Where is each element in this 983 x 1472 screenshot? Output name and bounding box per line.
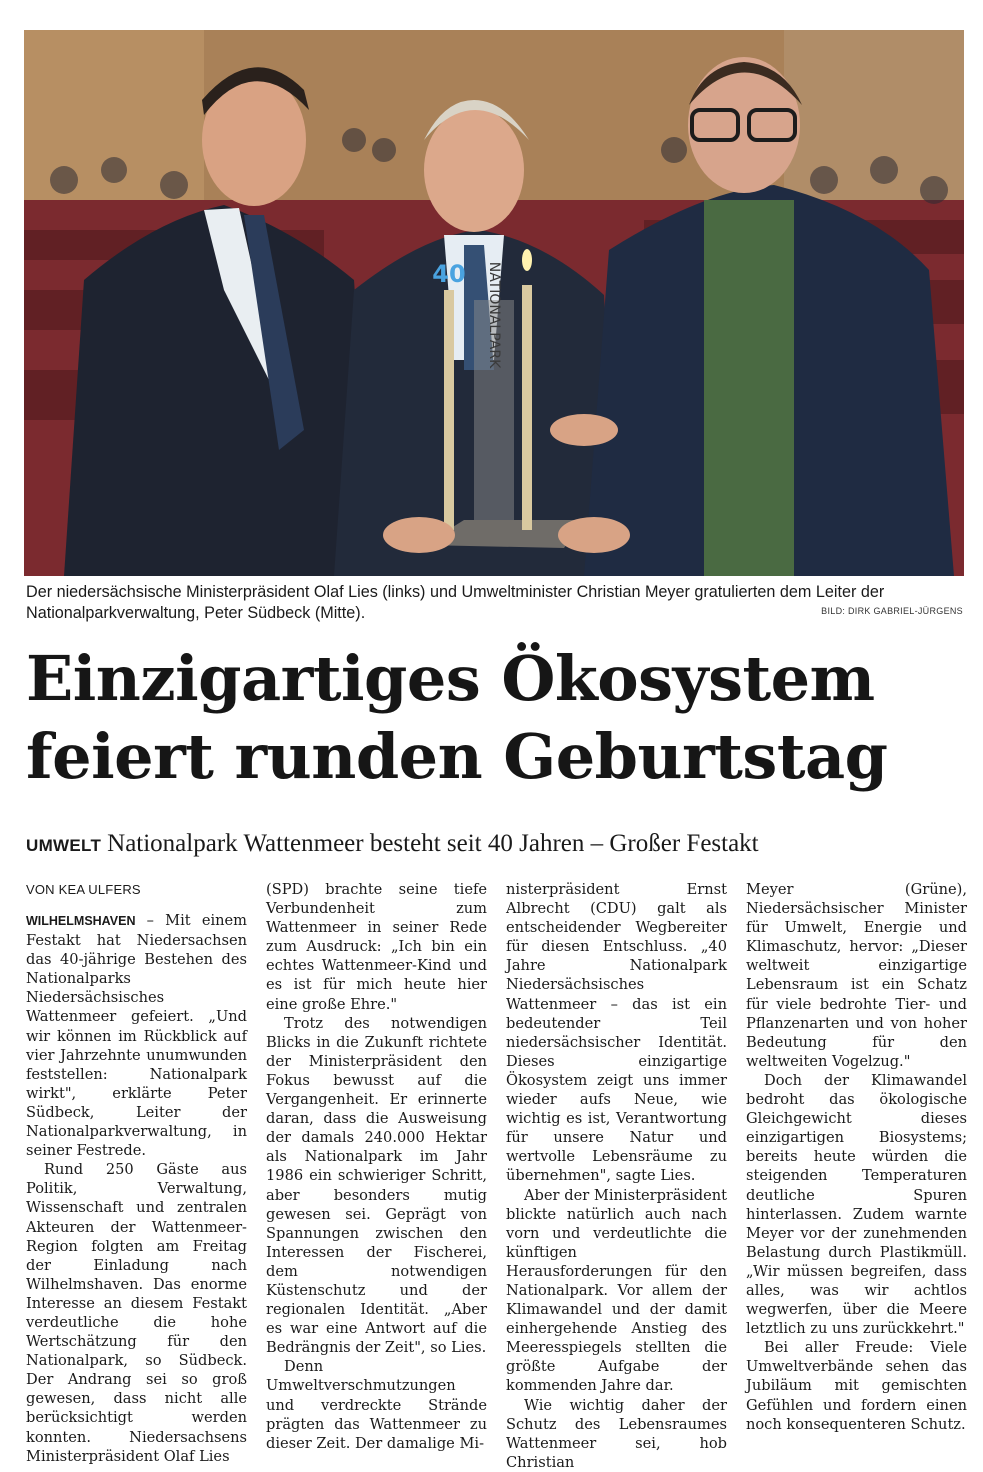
article-paragraph: Aber der Ministerpräsident blickte natürlich auch nach vorn und verdeutlichte die künftigen Herausforderungen für den Nationalpark. Vor allem der Klimawandel und der damit einhergehende Anstieg des Meeresspiegels stellten die größte Aufgabe der kommenden Jahre dar. [506, 1186, 727, 1395]
article-paragraph: Wie wichtig daher der Schutz des Lebensraumes Wattenmeer sei, hob Christian [506, 1396, 727, 1471]
dateline: WILHELMSHAVEN [26, 914, 136, 928]
subheadline [26, 829, 966, 861]
article-paragraph: Meyer (Grüne), Niedersächsischer Minister für Umwelt, Energie und Klimaschutz, hervor: „Dieser weltweit einzigartige Lebensraum ist ein Schatz für viele bedrohte Tier- und Pflanzenarten und von hoher Bedeutung für den weltweiten Vogelzug." [746, 881, 967, 1070]
article-column-1 [26, 880, 247, 1465]
article-paragraph: Bei aller Freude: Viele Umweltverbände sehen das Jubiläum mit gemischten Gefühlen und fordern einen noch konsequenteren Schutz. [746, 1339, 967, 1433]
photo-credit: BILD: DIRK GABRIEL-JÜRGENS [821, 606, 963, 616]
section-kicker: UMWELT [26, 836, 102, 855]
article-paragraph: (SPD) brachte seine tiefe Verbundenheit zum Wattenmeer in seiner Rede zum Ausdruck: „Ich bin ein echtes Wattenmeer-Kind und es ist für mich heute hier eine große Ehre." [266, 881, 487, 1013]
article-paragraph: WILHELMSHAVEN – Mit einem Festakt hat Niedersachsen das 40-jährige Bestehen des Nationalparks Niedersächsisches Wattenmeer gefeiert. „Und wir können im Rückblick auf vier Jahrzehnte unumwunden feststellen: Nationalpark wirkt", erklärte Peter Südbeck, Leiter der Nationalparkverwaltung, in seiner Festrede. [26, 912, 247, 1160]
sculpture-lettering: NATIONALPARK [486, 261, 502, 369]
article-column-4 [746, 880, 967, 1433]
article-paragraph: Trotz des notwendigen Blicks in die Zukunft richtete der Ministerpräsident den Fokus bewusst auf die Vergangenheit. Er erinnerte daran, dass die Ausweisung der damals 240.000 Hektar als Nationalpark im Jahr 1986 ein schwieriger Schritt, aber besonders mutig gewesen sei. Geprägt von Spannungen zwischen den Interessen der Fischerei, dem notwendigen Küstenschutz und der regionalen Identität. „Aber es war eine Antwort auf die Bedrängnis der Zeit", so Lies. [266, 1014, 487, 1357]
article-paragraph: Rund 250 Gäste aus Politik, Verwaltung, Wissenschaft und zentralen Akteuren der Wattenmeer-Region folgten am Freitag der Einladung nach Wilhelmshaven. Das enorme Interesse an diesem Festakt verdeutliche die hohe Wertschätzung für den Nationalpark, so Südbeck. Der Andrang sei so groß gewesen, dass nicht alle berücksichtigt werden konnten. Niedersachsens Ministerpräsident Olaf Lies [26, 1161, 247, 1465]
byline: VON KEA ULFERS [26, 882, 141, 897]
photo-illustration [24, 30, 964, 576]
article-photo [24, 30, 964, 576]
subheadline-text: Nationalpark Wattenmeer besteht seit 40 Jahren – Großer Festakt [107, 830, 759, 857]
article-column-2 [266, 880, 487, 1452]
headline [26, 640, 966, 796]
article-paragraph: nisterpräsident Ernst Albrecht (CDU) galt als entscheidender Wegbereiter für diesen Entschluss. „40 Jahre Nationalpark Niedersächsisches Wattenmeer – das ist ein bedeutender Teil niedersächsischer Identität. Dieses einzigartige Ökosystem zeigt uns immer wieder aufs Neue, wie wichtig es ist, Verantwortung für unsere Natur und wertvolle Lebensräume zu übernehmen", sagte Lies. [506, 881, 727, 1185]
article-body [26, 880, 969, 1471]
article-paragraph: Denn Umweltverschmutzungen und verdreckte Strände prägten das Wattenmeer zu dieser Zeit. Der damalige Mi- [266, 1358, 487, 1452]
photo-caption: Der niedersächsische Ministerpräsident Olaf Lies (links) und Umweltminister Christian Meyer gratulierten dem Leiter der Nationalparkverwaltung, Peter Südbeck (Mitte). [26, 583, 885, 622]
article-paragraph: Doch der Klimawandel bedroht das ökologische Gleichgewicht dieses einzigartigen Biosystems; bereits heute würden die steigenden Temperaturen deutliche Spuren hinterlassen. Zudem warnte Meyer vor der zunehmenden Belastung durch Plastikmüll. „Wir müssen begreifen, dass alles, was wir achtlos wegwerfen, über die Meere letztlich zu uns zurückkehrt." [746, 1071, 967, 1338]
headline-line-1: Einzigartiges Ökosystem [26, 642, 875, 715]
sculpture-number: 40 [432, 260, 466, 288]
headline-line-2: feiert runden Geburtstag [26, 720, 888, 793]
article-column-3 [506, 880, 727, 1471]
